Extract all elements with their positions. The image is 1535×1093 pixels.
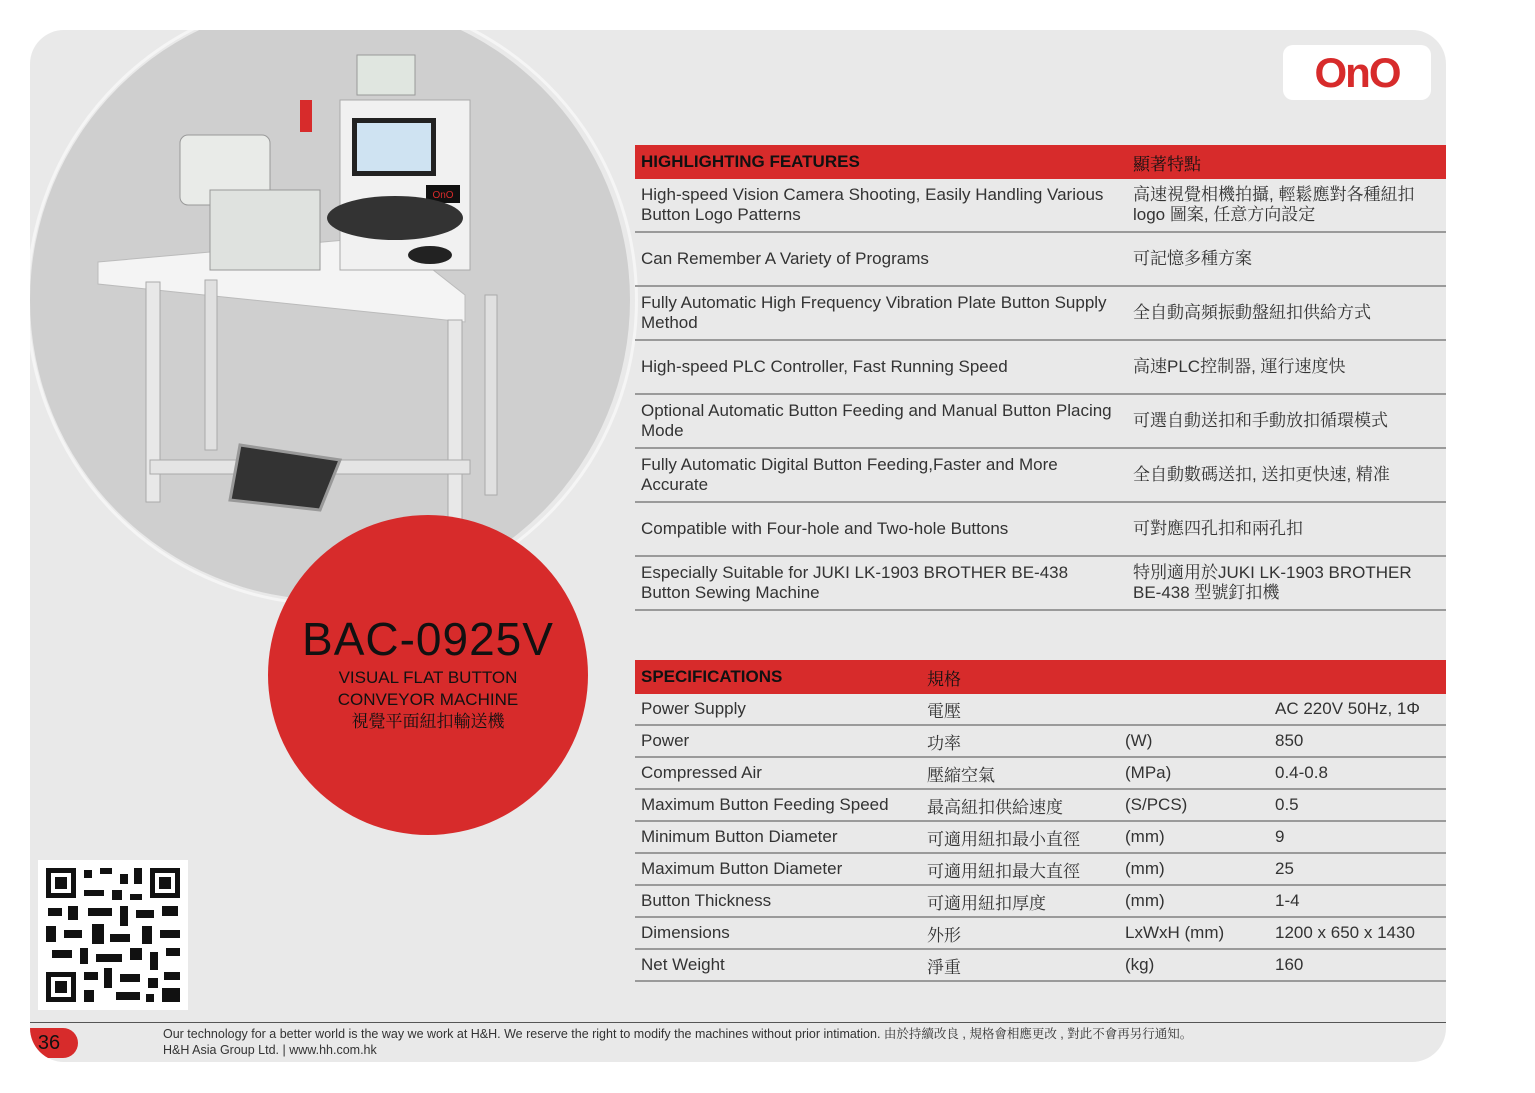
spec-row	[635, 725, 1446, 757]
spec-label-en: Button Thickness	[635, 885, 921, 917]
spec-value: 9	[1269, 821, 1446, 853]
logo-text: OnO	[1314, 48, 1400, 96]
feature-en: Fully Automatic High Frequency Vibration Plate Button Supply Method	[635, 286, 1127, 340]
feature-zh: 高速視覺相機拍攝, 輕鬆應對各種紐扣logo 圖案, 任意方向設定	[1127, 179, 1446, 232]
spec-label-en: Dimensions	[635, 917, 921, 949]
subtitle-line2: CONVEYOR MACHINE	[337, 690, 519, 709]
features-table	[635, 145, 1446, 611]
brand-logo	[1283, 45, 1431, 100]
spec-unit: (mm)	[1119, 885, 1269, 917]
spec-label-zh: 功率	[921, 725, 1119, 757]
spec-label-en: Power Supply	[635, 694, 921, 725]
spec-unit: LxWxH (mm)	[1119, 917, 1269, 949]
subtitle-line1: VISUAL FLAT BUTTON	[338, 668, 518, 687]
feature-row	[635, 232, 1446, 286]
spec-value: 25	[1269, 853, 1446, 885]
footer-disclaimer: Our technology for a better world is the way we work at H&H. We reserve the right to modify the machines without prior intimation. 由於持續改良 , 規格會相應更改 , 對此不會再另行通知。	[163, 1027, 1193, 1041]
feature-zh: 全自動數碼送扣, 送扣更快速, 精准	[1127, 448, 1446, 502]
specs-table	[635, 660, 1446, 982]
feature-row	[635, 286, 1446, 340]
feature-row	[635, 556, 1446, 610]
specs-header-blank	[1269, 660, 1446, 694]
machine-illustration	[90, 40, 510, 560]
feature-zh: 特別適用於JUKI LK-1903 BROTHER BE-438 型號釘扣機	[1127, 556, 1446, 610]
spec-label-zh: 可適用紐扣厚度	[921, 885, 1119, 917]
feature-en: Can Remember A Variety of Programs	[635, 232, 1127, 286]
spec-value: 1-4	[1269, 885, 1446, 917]
spec-row	[635, 694, 1446, 725]
spec-unit: (mm)	[1119, 821, 1269, 853]
feature-en: High-speed PLC Controller, Fast Running Speed	[635, 340, 1127, 394]
feature-en: High-speed Vision Camera Shooting, Easily Handling Various Button Logo Patterns	[635, 179, 1127, 232]
specs-header-zh: 規格	[921, 660, 1119, 694]
spec-label-zh: 可適用紐扣最小直徑	[921, 821, 1119, 853]
footer-text	[163, 1026, 1192, 1058]
spec-row	[635, 917, 1446, 949]
feature-zh: 全自動高頻振動盤紐扣供給方式	[1127, 286, 1446, 340]
spec-label-zh: 壓縮空氣	[921, 757, 1119, 789]
feature-zh: 可對應四孔扣和兩孔扣	[1127, 502, 1446, 556]
feature-en: Especially Suitable for JUKI LK-1903 BROTHER BE-438 Button Sewing Machine	[635, 556, 1127, 610]
spec-label-zh: 電壓	[921, 694, 1119, 725]
feature-row	[635, 502, 1446, 556]
spec-label-zh: 外形	[921, 917, 1119, 949]
spec-row	[635, 789, 1446, 821]
spec-row	[635, 821, 1446, 853]
spec-label-en: Maximum Button Feeding Speed	[635, 789, 921, 821]
footer-company: H&H Asia Group Ltd. | www.hh.com.hk	[163, 1043, 377, 1057]
feature-row	[635, 448, 1446, 502]
spec-value: 0.4-0.8	[1269, 757, 1446, 789]
spec-value: AC 220V 50Hz, 1Φ	[1269, 694, 1446, 725]
page-number: 36	[30, 1028, 78, 1058]
feature-row	[635, 340, 1446, 394]
spec-unit	[1119, 694, 1269, 725]
feature-en: Optional Automatic Button Feeding and Manual Button Placing Mode	[635, 394, 1127, 448]
spec-row	[635, 853, 1446, 885]
feature-en: Compatible with Four-hole and Two-hole Buttons	[635, 502, 1127, 556]
spec-label-en: Maximum Button Diameter	[635, 853, 921, 885]
spec-label-zh: 可適用紐扣最大直徑	[921, 853, 1119, 885]
spec-value: 850	[1269, 725, 1446, 757]
feature-zh: 高速PLC控制器, 運行速度快	[1127, 340, 1446, 394]
feature-zh: 可選自動送扣和手動放扣循環模式	[1127, 394, 1446, 448]
footer-divider	[30, 1022, 1446, 1023]
spec-row	[635, 757, 1446, 789]
machine-screen-logo: OnO	[432, 190, 454, 201]
spec-label-en: Minimum Button Diameter	[635, 821, 921, 853]
subtitle-zh: 視覺平面紐扣輸送機	[351, 712, 505, 731]
feature-zh: 可記憶多種方案	[1127, 232, 1446, 286]
feature-row	[635, 394, 1446, 448]
specs-header-blank	[1119, 660, 1269, 694]
qr-code[interactable]	[38, 860, 188, 1010]
spec-value: 160	[1269, 949, 1446, 981]
spec-label-en: Power	[635, 725, 921, 757]
spec-label-zh: 淨重	[921, 949, 1119, 981]
qr-code-icon	[38, 860, 188, 1010]
spec-label-zh: 最高紐扣供給速度	[921, 789, 1119, 821]
features-header	[635, 145, 1446, 179]
spec-value: 1200 x 650 x 1430	[1269, 917, 1446, 949]
spec-unit: (S/PCS)	[1119, 789, 1269, 821]
spec-unit: (MPa)	[1119, 757, 1269, 789]
features-header-en: HIGHLIGHTING FEATURES	[635, 145, 1127, 179]
feature-row	[635, 179, 1446, 232]
spec-value: 0.5	[1269, 789, 1446, 821]
spec-row	[635, 949, 1446, 981]
spec-label-en: Net Weight	[635, 949, 921, 981]
specs-header	[635, 660, 1446, 694]
model-number: BAC-0925V	[302, 613, 554, 665]
product-subtitle	[268, 667, 588, 733]
specs-header-en: SPECIFICATIONS	[635, 660, 921, 694]
spec-unit: (kg)	[1119, 949, 1269, 981]
spec-unit: (mm)	[1119, 853, 1269, 885]
spec-unit: (W)	[1119, 725, 1269, 757]
spec-row	[635, 885, 1446, 917]
features-header-zh: 顯著特點	[1127, 145, 1446, 179]
spec-label-en: Compressed Air	[635, 757, 921, 789]
feature-en: Fully Automatic Digital Button Feeding,Faster and More Accurate	[635, 448, 1127, 502]
page-card	[30, 30, 1446, 1062]
